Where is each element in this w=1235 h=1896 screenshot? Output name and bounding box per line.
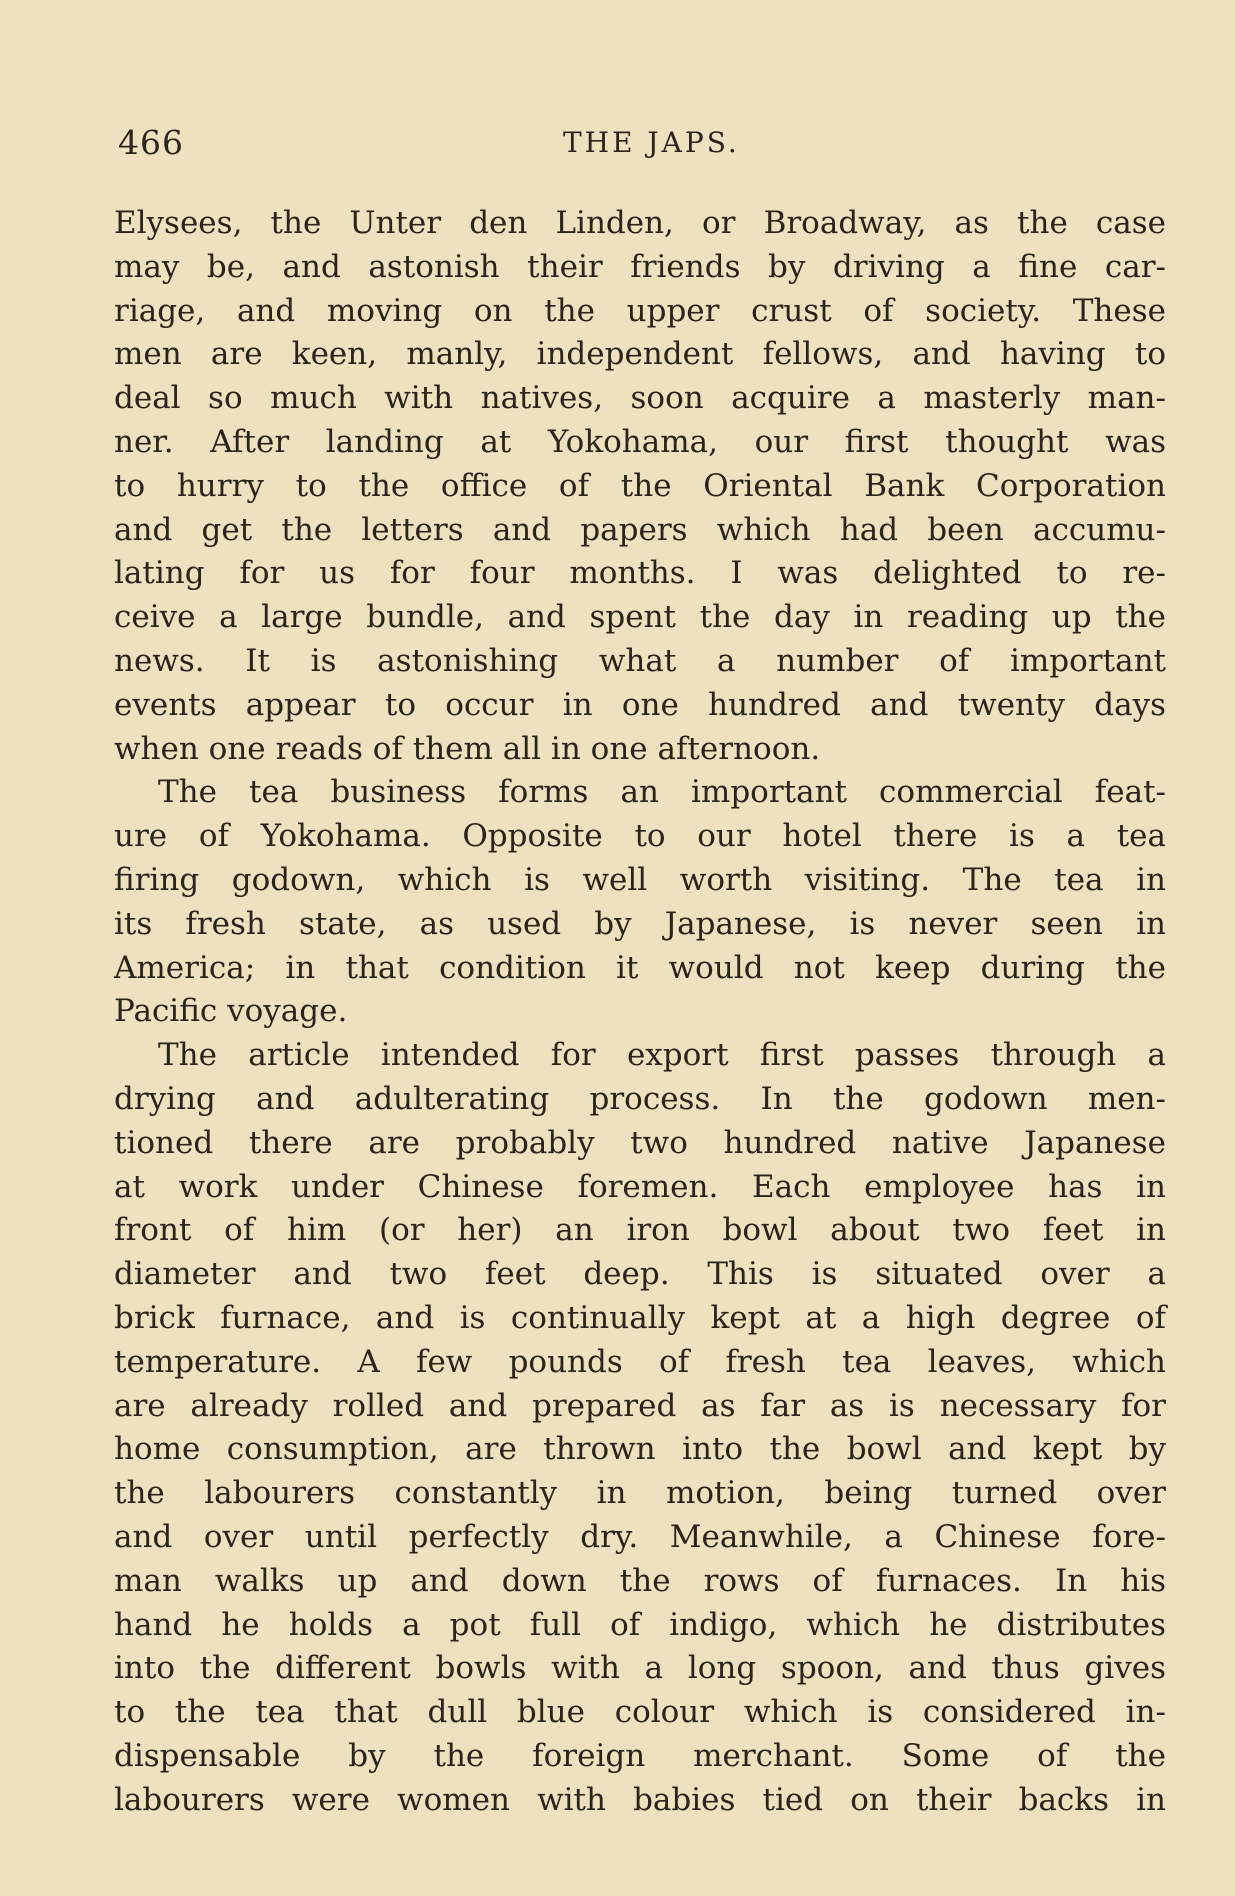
body-text (114, 202, 1166, 1822)
text-line: tioned there are probably two hundred native Japanese (114, 1124, 1166, 1161)
text-line: home consumption, are thrown into the bowl and kept by (114, 1431, 1166, 1468)
text-line: diameter and two feet deep. This is situated over a (114, 1256, 1166, 1293)
text-line: The article intended for export first passes through a (158, 1037, 1166, 1074)
text-line: to the tea that dull blue colour which is considered in- (114, 1694, 1166, 1731)
page-header (118, 123, 1158, 167)
text-line: events appear to occur in one hundred and twenty days (114, 686, 1166, 723)
text-line: man walks up and down the rows of furnaces. In his (114, 1562, 1166, 1599)
running-head: THE JAPS. (563, 126, 740, 159)
text-line: lating for us for four months. I was delighted to re- (114, 555, 1166, 592)
text-line: and get the letters and papers which had been accumu- (114, 511, 1166, 548)
text-line: news. It is astonishing what a number of important (114, 642, 1166, 679)
text-line: and over until perfectly dry. Meanwhile, a Chinese fore- (114, 1518, 1166, 1555)
text-line: ner. After landing at Yokohama, our first thought was (114, 423, 1166, 460)
text-line: the labourers constantly in motion, being turned over (114, 1475, 1166, 1512)
text-line: riage, and moving on the upper crust of society. These (114, 292, 1166, 329)
text-line: hand he holds a pot full of indigo, which he distributes (114, 1606, 1166, 1643)
text-line: brick furnace, and is continually kept at a high degree of (114, 1299, 1166, 1336)
text-line: men are keen, manly, independent fellows, and having to (114, 336, 1166, 373)
text-line: firing godown, which is well worth visiting. The tea in (114, 861, 1166, 898)
page-number: 466 (118, 123, 184, 162)
text-line: when one reads of them all in one afternoon. (114, 730, 821, 767)
text-line: into the different bowls with a long spoon, and thus gives (114, 1650, 1166, 1687)
text-line: its fresh state, as used by Japanese, is never seen in (114, 905, 1166, 942)
text-line: may be, and astonish their friends by driving a fine car- (114, 248, 1166, 285)
text-line: are already rolled and prepared as far as is necessary for (114, 1387, 1166, 1424)
text-line: dispensable by the foreign merchant. Some of the (114, 1737, 1166, 1774)
text-line: America; in that condition it would not keep during the (114, 949, 1166, 986)
text-line: Pacific voyage. (114, 993, 348, 1030)
text-line: to hurry to the office of the Oriental Bank Corporation (114, 467, 1166, 504)
text-line: deal so much with natives, soon acquire a masterly man- (114, 380, 1166, 417)
text-line: labourers were women with babies tied on their backs in (114, 1781, 1166, 1818)
text-line: ure of Yokohama. Opposite to our hotel there is a tea (114, 818, 1166, 855)
text-line: temperature. A few pounds of fresh tea leaves, which (114, 1343, 1166, 1380)
text-line: drying and adulterating process. In the godown men- (114, 1080, 1166, 1117)
text-line: at work under Chinese foremen. Each employee has in (114, 1168, 1166, 1205)
text-line: front of him (or her) an iron bowl about two feet in (114, 1212, 1166, 1249)
text-line: Elysees, the Unter den Linden, or Broadway, as the case (114, 205, 1166, 241)
text-line: ceive a large bundle, and spent the day in reading up the (114, 599, 1166, 636)
text-line: The tea business forms an important commercial feat- (158, 774, 1166, 811)
